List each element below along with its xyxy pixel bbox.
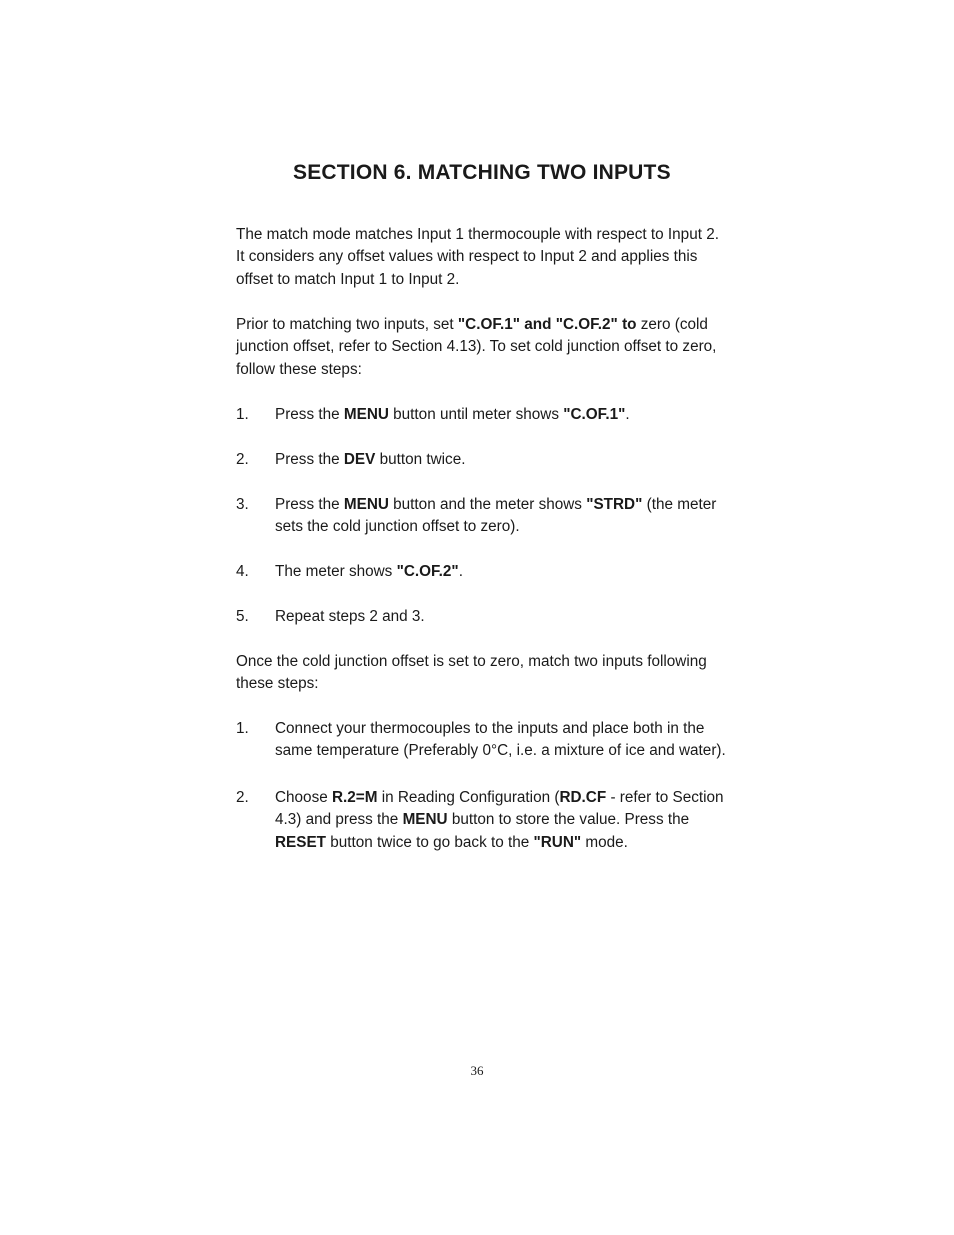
prior-line-2: junction offset, refer to Section 4.13). To set cold junction offset to zero, xyxy=(236,338,717,356)
section-title: SECTION 6. MATCHING TWO INPUTS xyxy=(293,161,671,184)
intro-line-1: The match mode matches Input 1 thermocouple with respect to Input 2. xyxy=(236,226,719,243)
step-number: 2. xyxy=(236,451,249,468)
prior-line-1a: Prior to matching two inputs, set xyxy=(236,316,458,333)
step-number: 2. xyxy=(236,789,249,806)
step-text: Repeat steps 2 and 3. xyxy=(275,608,425,625)
step-text: Press the DEV button twice. xyxy=(275,451,466,468)
step-text: Press the MENU button and the meter shows "STRD" (the meter sets the cold junction offset to zero). xyxy=(275,496,717,536)
step-text: Choose R.2=M in Reading Configuration (RD.CF - refer to Section 4.3) and press the MENU button to store the value. Press the RESET button twice to go back to the "RUN" mode. xyxy=(275,789,724,851)
prior-line-1b: "C.OF.1" and "C.OF.2" to xyxy=(457,316,637,333)
once-line-1: Once the cold junction offset is set to zero, match two inputs following xyxy=(236,653,707,670)
step-text: The meter shows "C.OF.2". xyxy=(275,563,463,580)
step-number: 1. xyxy=(236,406,249,423)
page-number: 36 xyxy=(470,1063,484,1078)
once-paragraph xyxy=(236,651,756,696)
intro-paragraph xyxy=(236,224,756,291)
prior-line-1c: zero (cold xyxy=(636,316,708,333)
step-number: 4. xyxy=(236,563,249,580)
step-text: Press the MENU button until meter shows "C.OF.1". xyxy=(275,406,630,423)
prior-line-3: follow these steps: xyxy=(236,360,362,378)
prior-paragraph xyxy=(236,314,756,381)
step-number: 1. xyxy=(236,720,249,737)
once-line-2: these steps: xyxy=(236,675,319,693)
step-number: 3. xyxy=(236,496,249,513)
intro-line-3: offset to match Input 1 to Input 2. xyxy=(236,270,460,288)
intro-line-2: It considers any offset values with respect to Input 2 and applies this xyxy=(236,248,698,266)
step-number: 5. xyxy=(236,608,249,625)
step-text: Connect your thermocouples to the inputs and place both in the same temperature (Preferably 0°C, i.e. a mixture of ice and water). xyxy=(275,720,726,760)
